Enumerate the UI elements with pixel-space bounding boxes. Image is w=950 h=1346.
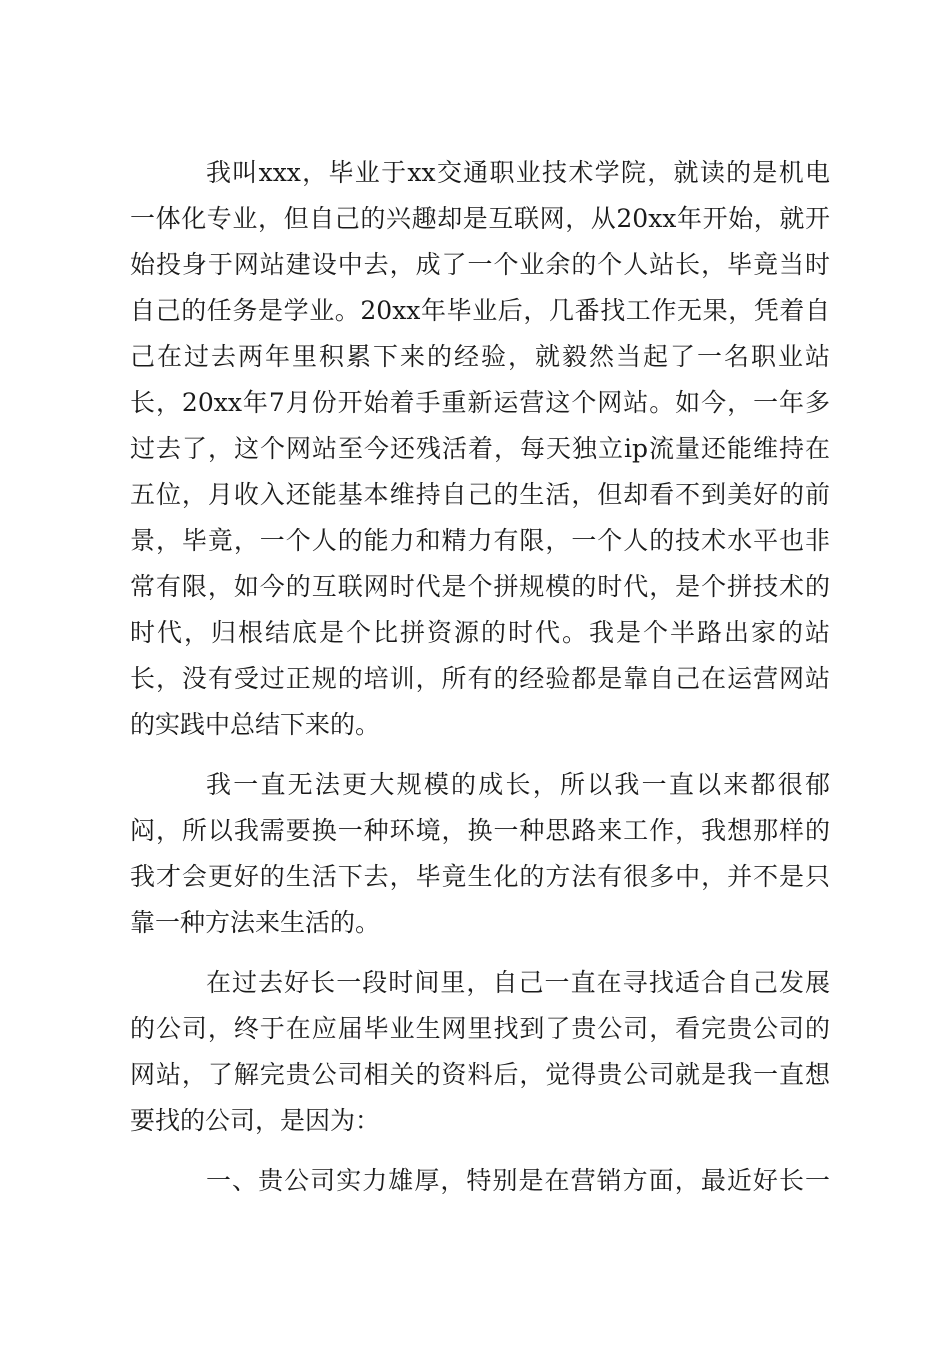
paragraph-company-search [130,960,830,1144]
paragraph-intro [130,150,830,748]
paragraph-gap [130,748,830,762]
paragraph-reason-one [130,1158,830,1204]
text-line: 五位，月收入还能基本维持自己的生活，但却看不到美好的前 [130,480,830,509]
text-line: 景，毕竟，一个人的能力和精力有限，一个人的技术水平也非 [130,526,830,555]
text-line: 的实践中总结下来的。 [130,710,381,739]
text-line: 时代，归根结底是个比拼资源的时代。我是个半路出家的站 [130,618,830,647]
text-line: 网站，了解完贵公司相关的资料后，觉得贵公司就是我一直想 [130,1060,830,1089]
text-line: 长，20xx年7月份开始着手重新运营这个网站。如今，一年多 [130,388,830,417]
text-line: 我一直无法更大规模的成长，所以我一直以来都很郁 [206,770,830,799]
paragraph-gap [130,946,830,960]
text-line: 自己的任务是学业。20xx年毕业后，几番找工作无果，凭着自 [130,296,830,325]
text-line: 在过去好长一段时间里，自己一直在寻找适合自己发展 [206,968,830,997]
paragraph-gap [130,1144,830,1158]
text-line: 长，没有受过正规的培训，所有的经验都是靠自己在运营网站 [130,664,830,693]
text-line: 常有限，如今的互联网时代是个拼规模的时代，是个拼技术的 [130,572,830,601]
document-body [130,150,830,1204]
text-line: 一体化专业，但自己的兴趣却是互联网，从20xx年开始，就开 [130,204,830,233]
text-line: 靠一种方法来生活的。 [130,908,381,937]
paragraph-motivation [130,762,830,946]
text-line: 过去了，这个网站至今还残活着，每天独立ip流量还能维持在 [130,434,830,463]
text-line: 己在过去两年里积累下来的经验，就毅然当起了一名职业站 [130,342,830,371]
text-line: 一、贵公司实力雄厚，特别是在营销方面，最近好长一 [206,1166,830,1195]
text-line: 始投身于网站建设中去，成了一个业余的个人站长，毕竟当时 [130,250,830,279]
text-line: 的公司，终于在应届毕业生网里找到了贵公司，看完贵公司的 [130,1014,830,1043]
text-line: 闷，所以我需要换一种环境，换一种思路来工作，我想那样的 [130,816,830,845]
text-line: 要找的公司，是因为： [130,1106,381,1135]
text-line: 我叫xxx，毕业于xx交通职业技术学院，就读的是机电 [206,158,830,187]
text-line: 我才会更好的生活下去，毕竟生化的方法有很多中，并不是只 [130,862,830,891]
